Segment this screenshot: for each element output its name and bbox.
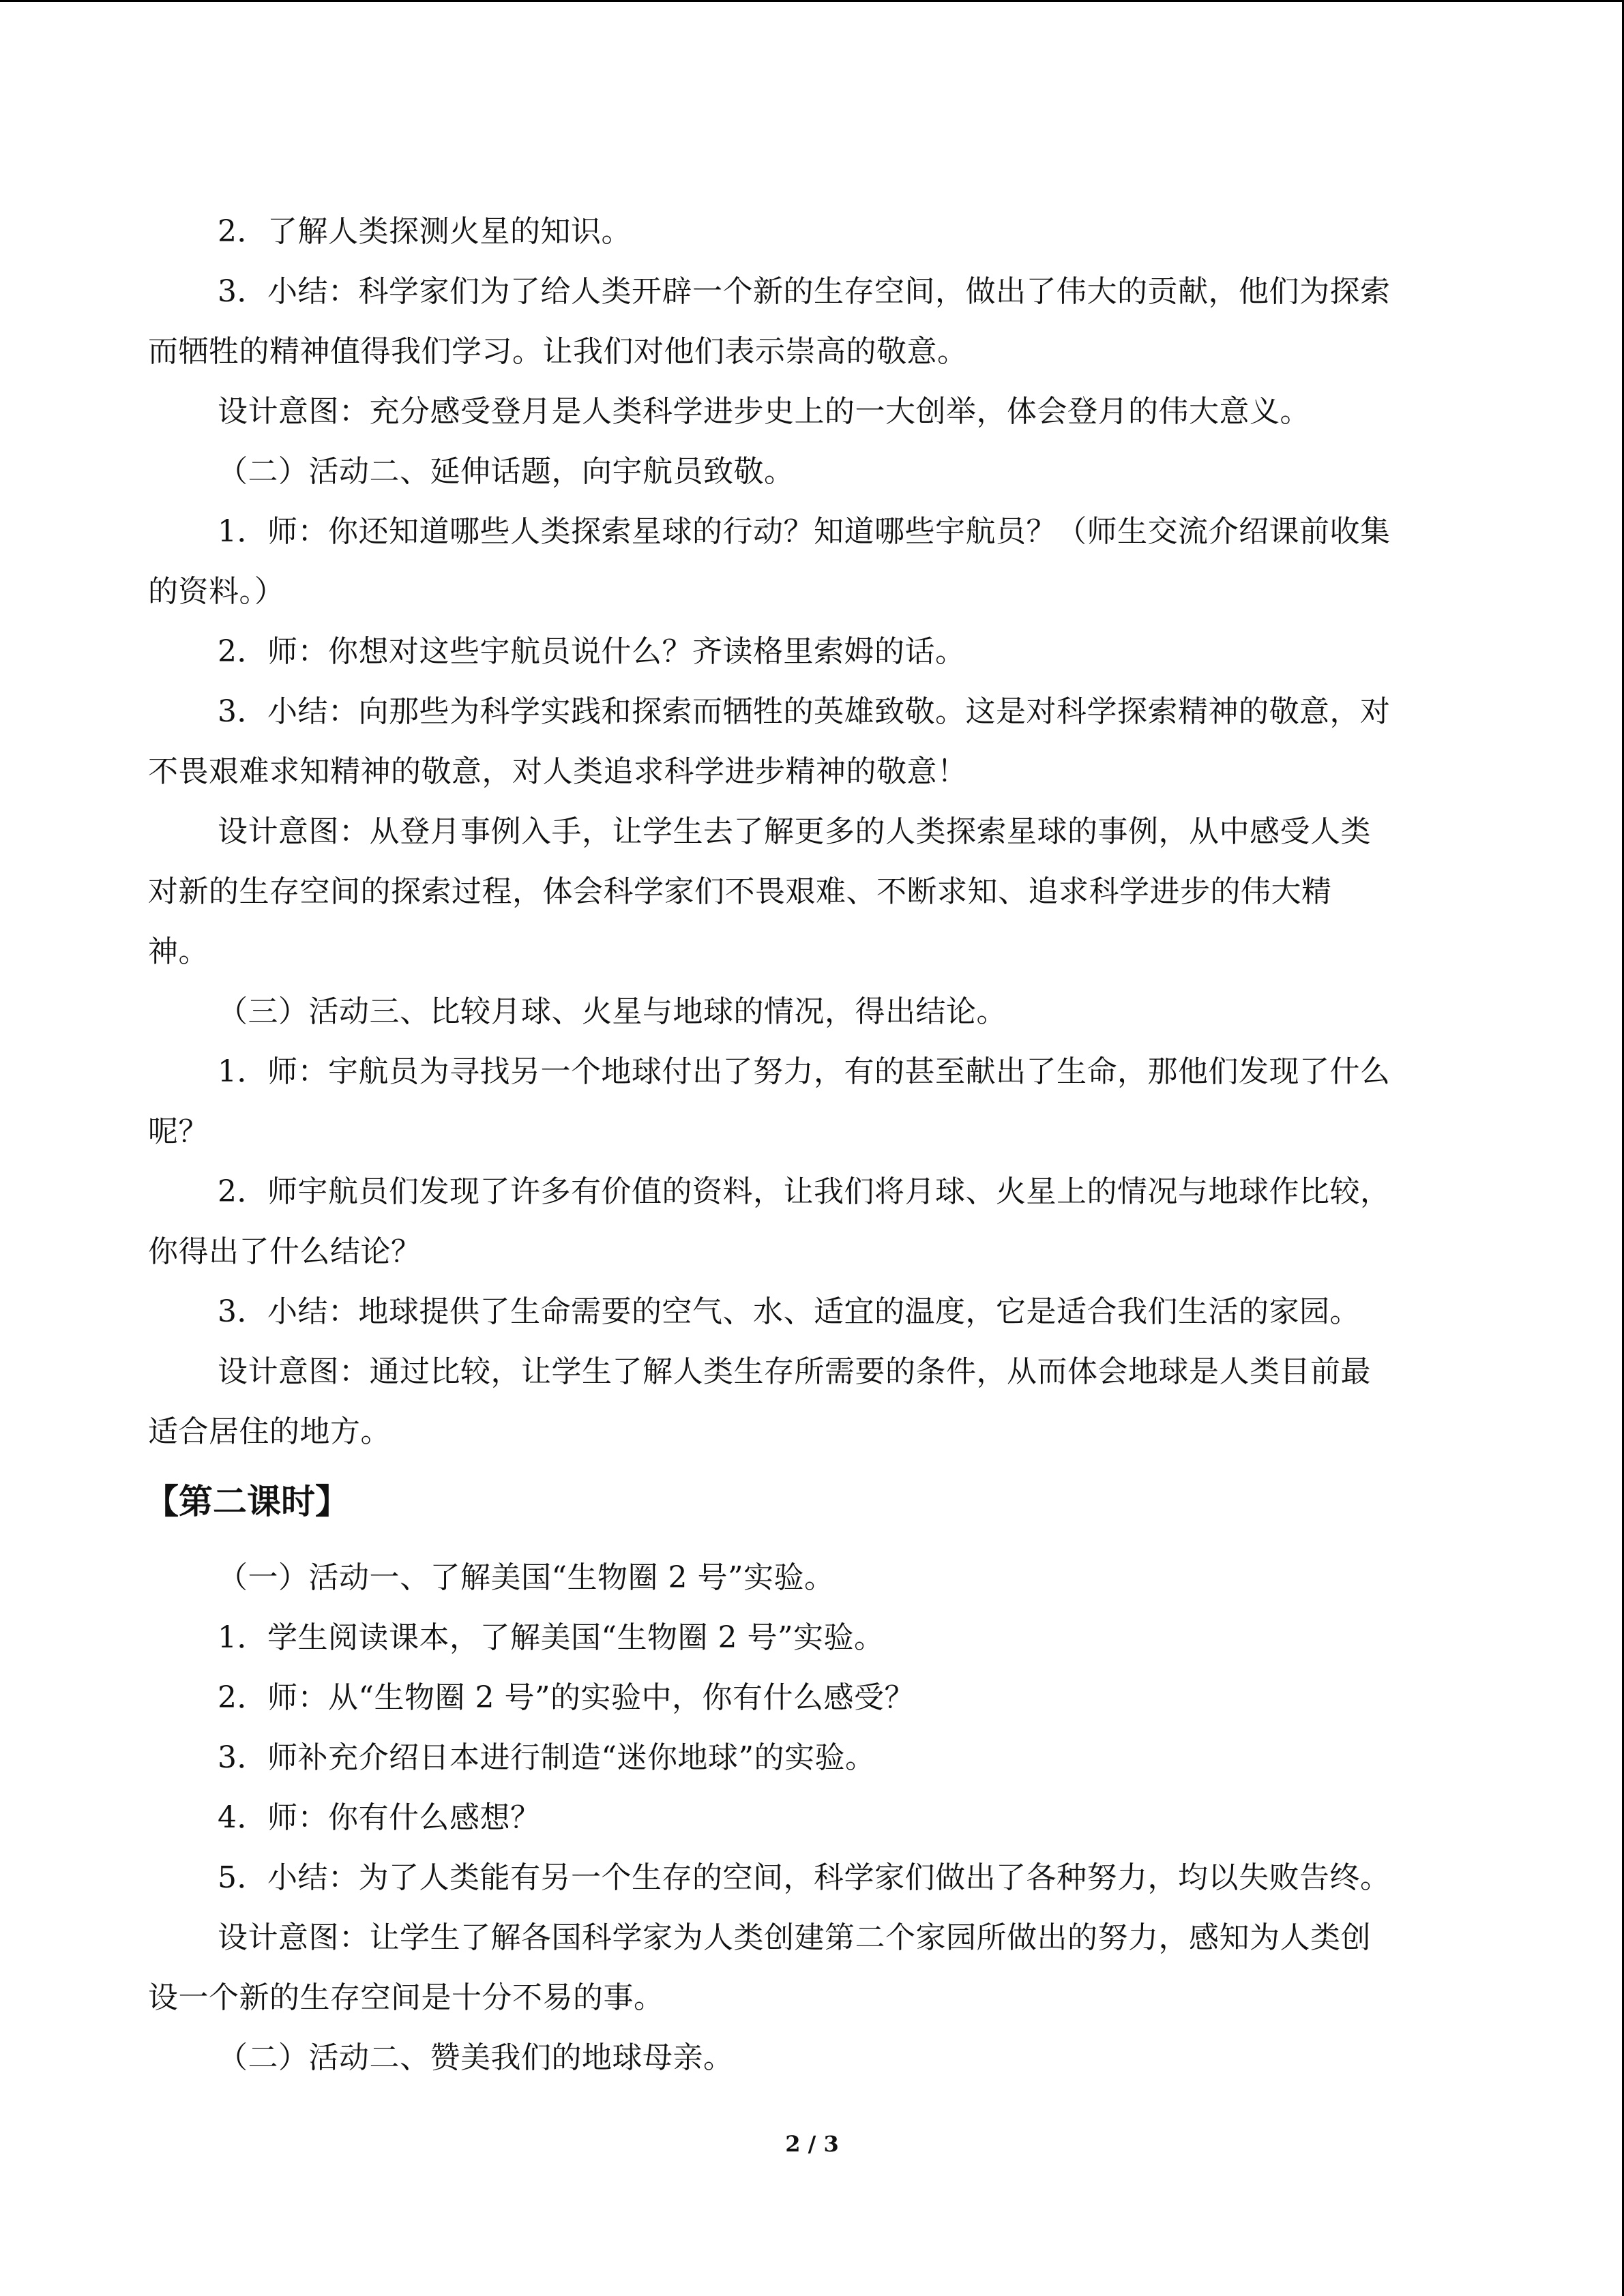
text-line: 不畏艰难求知精神的敬意，对人类追求科学进步精神的敬意！ — [148, 754, 968, 789]
text-line: 1．师：宇航员为寻找另一个地球付出了努力，有的甚至献出了生命，那他们发现了什么 — [218, 1054, 1391, 1089]
text-line: （二）活动二、赞美我们的地球母亲。 — [218, 2040, 734, 2075]
text-line: 设计意图：从登月事例入手，让学生去了解更多的人类探索星球的事例，从中感受人类 — [218, 814, 1371, 849]
text-line: （二）活动二、延伸话题，向宇航员致敬。 — [218, 454, 795, 489]
text-line: 2．师宇航员们发现了许多有价值的资料，让我们将月球、火星上的情况与地球作比较， — [218, 1174, 1391, 1209]
page-number: 2 / 3 — [785, 2131, 839, 2157]
text-line: 设计意图：通过比较，让学生了解人类生存所需要的条件，从而体会地球是人类目前最 — [218, 1354, 1371, 1389]
text-line: 1．师：你还知道哪些人类探索星球的行动？知道哪些宇航员？（师生交流介绍课前收集 — [218, 514, 1391, 549]
text-line: 神。 — [148, 934, 209, 969]
text-line: 的资料。） — [148, 574, 285, 609]
text-line: 2．了解人类探测火星的知识。 — [218, 214, 632, 249]
text-line: （三）活动三、比较月球、火星与地球的情况，得出结论。 — [218, 994, 1007, 1029]
page-top-border — [0, 0, 1624, 2]
lesson-one-text — [148, 202, 1478, 1462]
lesson-two-text — [148, 1548, 1478, 2088]
section-heading: 【第二课时】 — [145, 1482, 349, 1521]
text-line: 而牺牲的精神值得我们学习。让我们对他们表示崇高的敬意。 — [148, 334, 968, 369]
text-line: 5．小结：为了人类能有另一个生存的空间，科学家们做出了各种努力，均以失败告终。 — [218, 1860, 1391, 1895]
text-line: 2．师：你想对这些宇航员说什么？齐读格里索姆的话。 — [218, 634, 966, 669]
text-line: 3．小结：科学家们为了给人类开辟一个新的生存空间，做出了伟大的贡献，他们为探索 — [218, 274, 1391, 309]
text-line: （一）活动一、了解美国“生物圈 2 号”实验。 — [218, 1560, 835, 1595]
text-line: 适合居住的地方。 — [148, 1414, 391, 1449]
text-line: 设计意图：充分感受登月是人类科学进步史上的一大创举，体会登月的伟大意义。 — [218, 394, 1310, 429]
text-line: 设一个新的生存空间是十分不易的事。 — [148, 1980, 664, 2015]
text-line: 4．师：你有什么感想？ — [218, 1800, 541, 1835]
text-line: 3．小结：向那些为科学实践和探索而牺牲的英雄致敬。这是对科学探索精神的敬意，对 — [218, 694, 1391, 729]
text-line: 2．师：从“生物圈 2 号”的实验中，你有什么感受？ — [218, 1680, 915, 1715]
text-line: 对新的生存空间的探索过程，体会科学家们不畏艰难、不断求知、追求科学进步的伟大精 — [148, 874, 1332, 909]
text-line: 设计意图：让学生了解各国科学家为人类创建第二个家园所做出的努力，感知为人类创 — [218, 1920, 1371, 1955]
text-line: 你得出了什么结论？ — [148, 1234, 422, 1269]
text-line: 3．小结：地球提供了生命需要的空气、水、适宜的温度，它是适合我们生活的家园。 — [218, 1294, 1360, 1329]
document-body — [145, 202, 1478, 2088]
text-line: 1．学生阅读课本，了解美国“生物圈 2 号”实验。 — [218, 1620, 885, 1655]
text-line: 3．师补充介绍日本进行制造“迷你地球”的实验。 — [218, 1740, 876, 1775]
text-line: 呢？ — [148, 1114, 209, 1149]
